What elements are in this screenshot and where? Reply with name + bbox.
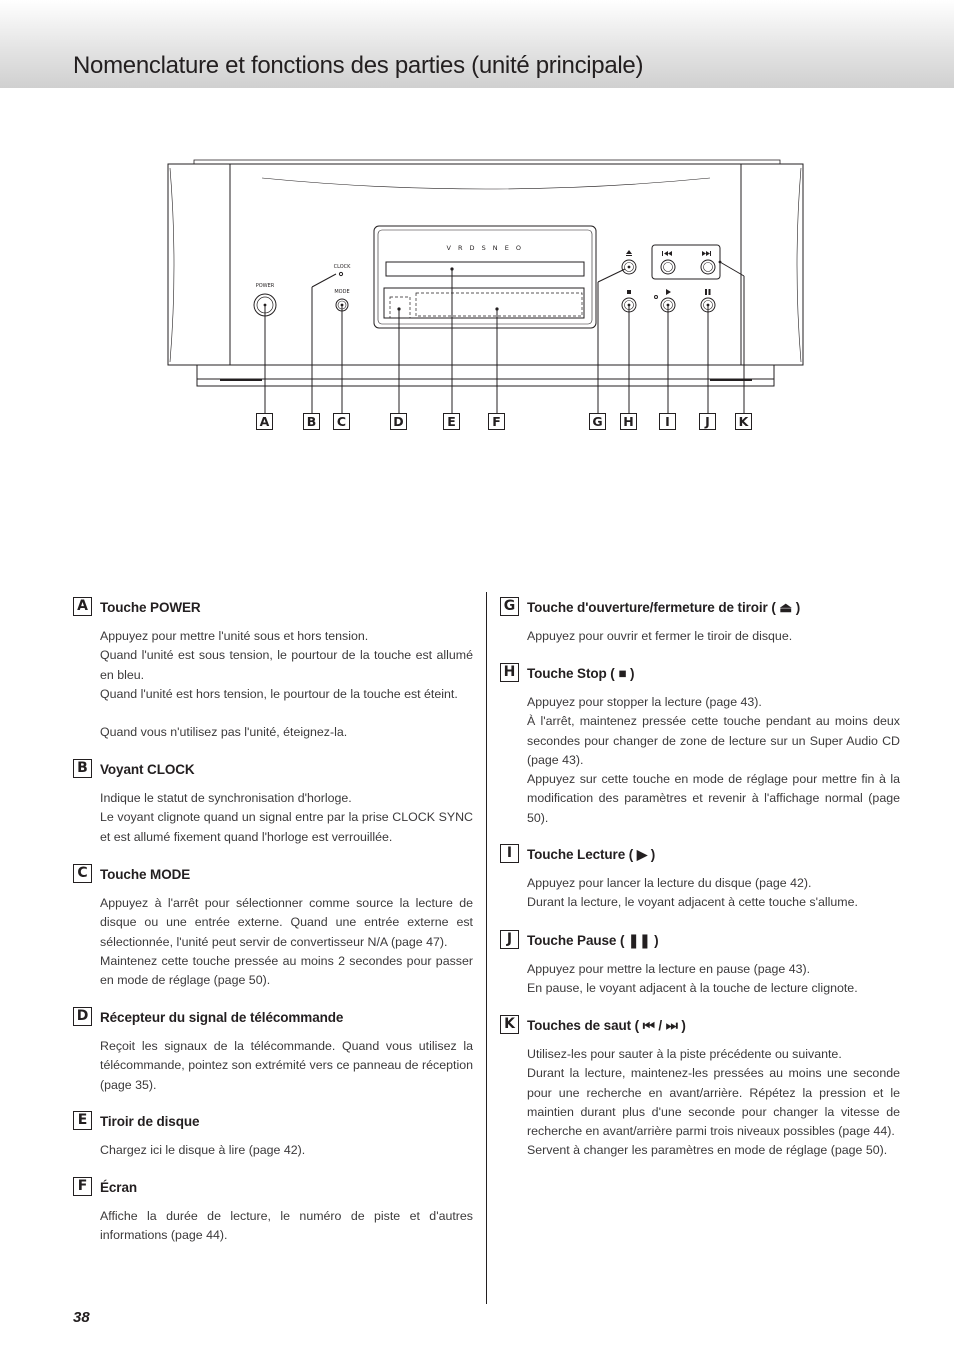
entry-text: Servent à changer les paramètres en mode de réglage (page 50). xyxy=(527,1143,888,1158)
mode-label: MODE xyxy=(334,289,350,295)
entry-letter: K xyxy=(500,1015,519,1034)
entry-title: Touche Stop ( ■ ) xyxy=(527,666,635,681)
entry-body xyxy=(527,960,900,999)
callout-b: B xyxy=(303,413,320,430)
entry-text: Appuyez sur cette touche en mode de réglage pour mettre fin à la modification des paramètres et revenir à l'affichage normal (page 50). xyxy=(527,772,900,825)
callout-d: D xyxy=(390,413,407,430)
entry-body xyxy=(100,627,473,742)
brand-text: V R D S N E O xyxy=(446,244,524,252)
entry-letter: F xyxy=(73,1177,92,1196)
entry-letter: D xyxy=(73,1007,92,1026)
entry-text: Appuyez pour ouvrir et fermer le tiroir de disque. xyxy=(527,629,793,643)
entry-body xyxy=(527,627,900,646)
callout-g: G xyxy=(589,413,606,430)
entry-title: Touche MODE xyxy=(100,867,191,882)
entry-body xyxy=(527,693,900,828)
entry-title: Touche Pause ( ❚❚ ) xyxy=(527,933,659,948)
entry-letter: J xyxy=(500,930,519,949)
entry-letter: E xyxy=(73,1111,92,1130)
entry-text: Durant la lecture, le voyant adjacent à cette touche s'allume. xyxy=(527,895,858,910)
entry-title: Touche POWER xyxy=(100,600,201,615)
callout-c: C xyxy=(333,413,350,430)
entry-body xyxy=(100,1207,473,1246)
front-panel-illustration xyxy=(0,150,954,440)
callout-k: K xyxy=(735,413,752,430)
entry-text: Durant la lecture, maintenez-les pressées au moins une seconde pour une recherche en avant/arrière. Répétez la pression et le maintien durant plus d'une seconde pour changer la vitesse de recherche en avant/arrière parmi trois niveaux possibles (page 44). xyxy=(527,1066,900,1139)
entry-text: Appuyez à l'arrêt pour sélectionner comme source la lecture de disque ou une entrée externe. Quand une entrée externe est sélectionnée, l'unité peut servir de convertisseur N/A (page 47). xyxy=(100,896,473,949)
entry-body xyxy=(527,1045,900,1161)
entry-letter: G xyxy=(500,597,519,616)
callout-h: H xyxy=(620,413,637,430)
entry-title: Touche d'ouverture/fermeture de tiroir ( ⏏ ) xyxy=(527,600,801,615)
entry-title: Récepteur du signal de télécommande xyxy=(100,1010,344,1025)
clock-label: CLOCK xyxy=(333,264,351,270)
entry-text: Quand l'unité est sous tension, le pourtour de la touche est allumé en bleu. xyxy=(100,648,473,682)
entry-text: Maintenez cette touche pressée au moins 2 secondes pour passer en mode de réglage (page 50). xyxy=(100,953,473,988)
entry-title: Touche Lecture ( ▶ ) xyxy=(527,847,656,862)
entry-title: Écran xyxy=(100,1180,138,1195)
entry-letter: C xyxy=(73,864,92,883)
entry-title: Touches de saut ( ⏮ / ⏭ ) xyxy=(527,1018,686,1033)
entry-letter: A xyxy=(73,597,92,616)
entry-body xyxy=(527,874,900,913)
entry-text: Appuyez pour stopper la lecture (page 43). xyxy=(527,695,762,709)
callout-i: I xyxy=(659,413,676,430)
entry-text: Quand l'unité est hors tension, le pourtour de la touche est éteint. xyxy=(100,686,458,701)
page-title: Nomenclature et fonctions des parties (unité principale) xyxy=(73,52,644,79)
callout-a: A xyxy=(256,413,273,430)
entry-letter: B xyxy=(73,759,92,778)
entry-text: À l'arrêt, maintenez pressée cette touche pendant au moins deux secondes pour changer de zone de lecture sur un Super Audio CD (page 43). xyxy=(527,714,900,767)
entry-text: Appuyez pour lancer la lecture du disque (page 42). xyxy=(527,876,812,890)
entry-text: Chargez ici le disque à lire (page 42). xyxy=(100,1143,306,1157)
entry-text: Affiche la durée de lecture, le numéro de piste et d'autres informations (page 44). xyxy=(100,1209,473,1243)
entry-letter: I xyxy=(500,844,519,863)
entry-text: Reçoit les signaux de la télécommande. Quand vous utilisez la télécommande, pointez son extrémité vers ce panneau de réception (page 35). xyxy=(100,1039,473,1092)
entry-body xyxy=(100,894,473,990)
callout-e: E xyxy=(443,413,460,430)
entry-title: Voyant CLOCK xyxy=(100,762,195,777)
entry-text: En pause, le voyant adjacent à la touche de lecture clignote. xyxy=(527,981,858,996)
callout-j: J xyxy=(699,413,716,430)
callout-f: F xyxy=(488,413,505,430)
column-divider xyxy=(486,592,487,1304)
entry-text: Quand vous n'utilisez pas l'unité, éteignez-la. xyxy=(100,725,348,740)
entry-text: Appuyez pour mettre l'unité sous et hors tension. xyxy=(100,629,369,643)
entry-title: Tiroir de disque xyxy=(100,1114,200,1129)
entry-body xyxy=(100,1037,473,1095)
entry-body xyxy=(100,1141,473,1160)
stop-icon xyxy=(627,290,631,294)
power-label: POWER xyxy=(255,283,275,289)
entry-text: Utilisez-les pour sauter à la piste précédente ou suivante. xyxy=(527,1047,842,1061)
entry-text: Indique le statut de synchronisation d'horloge. xyxy=(100,791,352,805)
entry-letter: H xyxy=(500,663,519,682)
entry-text: Appuyez pour mettre la lecture en pause (page 43). xyxy=(527,962,811,976)
entry-text: Le voyant clignote quand un signal entre par la prise CLOCK SYNC et est allumé fixement quand l'horloge est verrouillée. xyxy=(100,810,473,844)
page-number: 38 xyxy=(73,1309,90,1326)
entry-body xyxy=(100,789,473,847)
